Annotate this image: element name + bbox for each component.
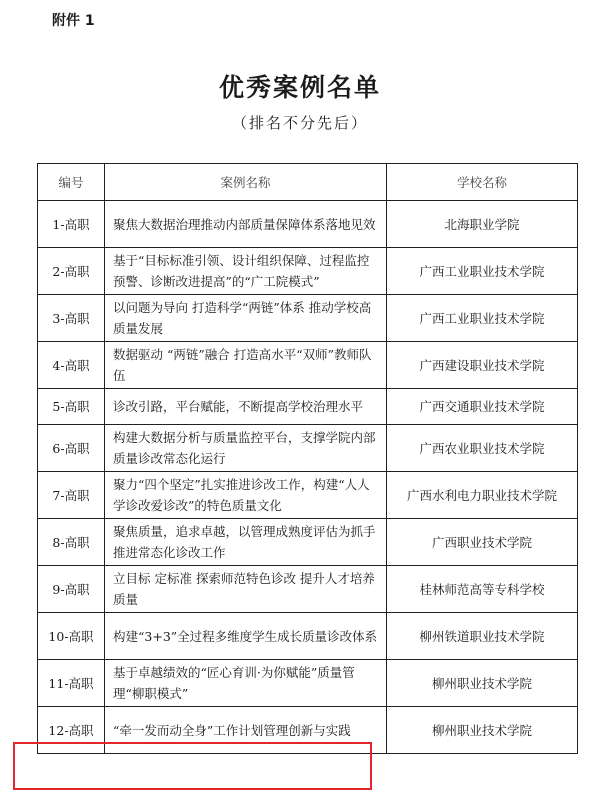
header-school-name: 学校名称 xyxy=(387,164,578,201)
school-name: 桂林师范高等专科学校 xyxy=(387,566,578,613)
case-number: 1-高职 xyxy=(38,201,105,248)
table-row xyxy=(38,660,578,707)
attachment-label: 附件 1 xyxy=(52,13,95,29)
table-row xyxy=(38,295,578,342)
case-name: 聚焦大数据治理推动内部质量保障体系落地见效 xyxy=(105,201,387,248)
school-name: 广西建设职业技术学院 xyxy=(387,342,578,389)
school-name: 广西交通职业技术学院 xyxy=(387,389,578,425)
case-name: 以问题为导向 打造科学“两链”体系 推动学校高质量发展 xyxy=(105,295,387,342)
case-number: 11-高职 xyxy=(38,660,105,707)
school-name: 广西农业职业技术学院 xyxy=(387,425,578,472)
case-name: 聚力“四个坚定”扎实推进诊改工作，构建“人人学诊改爱诊改”的特色质量文化 xyxy=(105,472,387,519)
table-header-row xyxy=(38,164,578,201)
case-name: “牵一发而动全身”工作计划管理创新与实践 xyxy=(105,707,387,754)
school-name: 广西工业职业技术学院 xyxy=(387,248,578,295)
school-name: 广西工业职业技术学院 xyxy=(387,295,578,342)
case-number: 4-高职 xyxy=(38,342,105,389)
table-row xyxy=(38,248,578,295)
case-name: 构建“3+3”全过程多维度学生成长质量诊改体系 xyxy=(105,613,387,660)
school-name: 柳州铁道职业技术学院 xyxy=(387,613,578,660)
case-number: 12-高职 xyxy=(38,707,105,754)
school-name: 广西职业技术学院 xyxy=(387,519,578,566)
case-number: 3-高职 xyxy=(38,295,105,342)
table-row xyxy=(38,389,578,425)
case-number: 9-高职 xyxy=(38,566,105,613)
table-row xyxy=(38,566,578,613)
table-row xyxy=(38,342,578,389)
table-row xyxy=(38,472,578,519)
case-number: 7-高职 xyxy=(38,472,105,519)
case-name: 基于卓越绩效的“匠心育训·为你赋能”质量管理“柳职模式” xyxy=(105,660,387,707)
school-name: 北海职业学院 xyxy=(387,201,578,248)
school-name: 柳州职业技术学院 xyxy=(387,707,578,754)
table-row xyxy=(38,613,578,660)
case-name: 基于“目标标准引领、设计组织保障、过程监控预警、诊断改进提高”的“广工院模式” xyxy=(105,248,387,295)
case-number: 10-高职 xyxy=(38,613,105,660)
cases-table xyxy=(37,163,578,754)
case-number: 8-高职 xyxy=(38,519,105,566)
header-case-name: 案例名称 xyxy=(105,164,387,201)
header-number: 编号 xyxy=(38,164,105,201)
page-subtitle: （排名不分先后） xyxy=(231,114,368,132)
school-name: 柳州职业技术学院 xyxy=(387,660,578,707)
case-name: 构建大数据分析与质量监控平台，支撑学院内部质量诊改常态化运行 xyxy=(105,425,387,472)
case-name: 聚焦质量，追求卓越，以管理成熟度评估为抓手推进常态化诊改工作 xyxy=(105,519,387,566)
case-number: 6-高职 xyxy=(38,425,105,472)
case-number: 5-高职 xyxy=(38,389,105,425)
highlight-box xyxy=(13,742,372,790)
table-row xyxy=(38,201,578,248)
page-title: 优秀案例名单 xyxy=(218,73,381,102)
case-name: 诊改引路，平台赋能，不断提高学校治理水平 xyxy=(105,389,387,425)
case-number: 2-高职 xyxy=(38,248,105,295)
table-row xyxy=(38,425,578,472)
table-row xyxy=(38,519,578,566)
case-name: 数据驱动 “两链”融合 打造高水平“双师”教师队伍 xyxy=(105,342,387,389)
school-name: 广西水利电力职业技术学院 xyxy=(387,472,578,519)
case-name: 立目标 定标准 探索师范特色诊改 提升人才培养质量 xyxy=(105,566,387,613)
